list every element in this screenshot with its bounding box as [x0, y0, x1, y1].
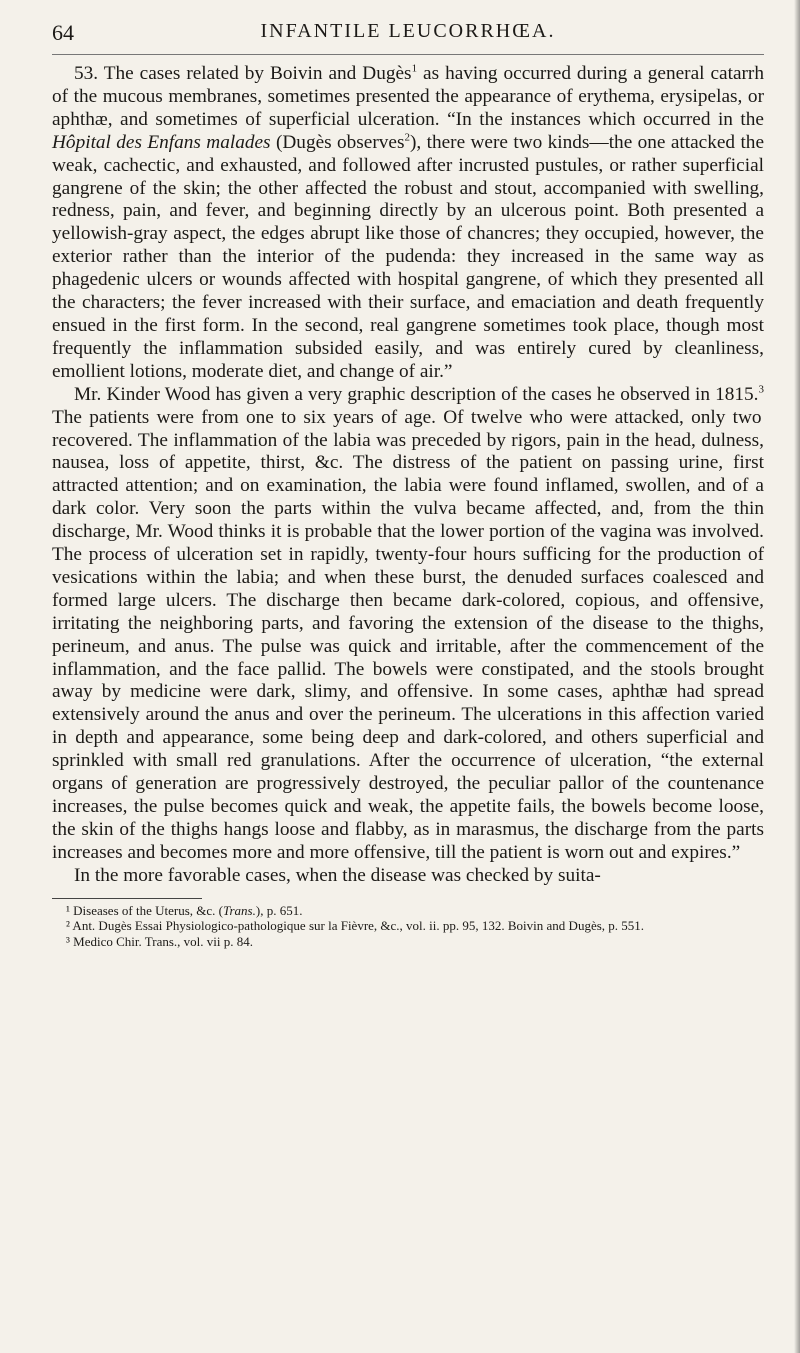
paragraph-3	[52, 865, 764, 888]
page-number: 64	[52, 20, 74, 45]
text-run: In the more favorable cases, when the disease was checked by suita-	[74, 864, 601, 886]
text-run: (Dugès observes	[270, 131, 405, 153]
page-header	[52, 18, 764, 55]
text-run: ² Ant. Dugès Essai Physiologico-pathologique sur la Fièvre, &c., vol. ii. pp. 95, 132. Boivin and Dugès, p. 551.	[66, 918, 645, 934]
italic-text: Hôpital des Enfans malades	[52, 131, 271, 153]
footnote-ref: 1	[411, 62, 418, 75]
footnote-ref: 3	[758, 383, 764, 396]
body-text	[52, 63, 764, 888]
text-run: ¹ Diseases of the Uterus, &c. (	[66, 902, 223, 918]
paragraph-1	[52, 63, 764, 384]
book-page	[52, 18, 764, 949]
footnotes	[52, 903, 764, 950]
text-run: 53. The cases related by Boivin and Dugès	[74, 63, 412, 84]
text-run: ³ Medico Chir. Trans., vol. vii p. 84.	[66, 933, 253, 949]
footnote-ref: 2	[404, 131, 410, 144]
text-run: Mr. Kinder Wood has given a very graphic description of the cases he observed in 1815.	[74, 383, 759, 405]
paragraph-2	[52, 384, 764, 865]
text-run: as having occurred during a general catarrh of the mucous membranes, sometimes presented the appearance of erythema, erysipelas, or aphthæ, and sometimes of superficial ulceration. “In the instances which occurred in the	[52, 63, 764, 130]
footnote-2	[52, 918, 764, 934]
running-head: INFANTILE LEUCORRHŒA.	[260, 20, 556, 42]
text-run: ), p. 651.	[255, 902, 303, 918]
text-run: The patients were from one to six years of age. Of twelve who were attacked, only two recovered. The inflammation of the labia was preceded by rigors, pain in the head, dulness, nausea, loss of appetite, thirst, &c. The distress of the patient on passing urine, first attracted attention; and on examination, the labia were found inflamed, swollen, and of a dark color. Very soon the parts within the vulva became affected, and, from the thin discharge, Mr. Wood thinks it is probable that the lower portion of the vagina was involved. The process of ulceration set in rapidly, twenty-four hours sufficing for the production of vesications within the labia; and when these burst, the denuded surfaces coalesced and formed large ulcers. The discharge then became dark-colored, copious, and offensive, irritating the neighboring parts, and favoring the extension of the disease to the thighs, perineum, and anus. The pulse was quick and irritable, after the commencement of the inflammation, and the face pallid. The bowels were constipated, and the stools brought away by medicine were dark, slimy, and offensive. In some cases, aphthæ had spread extensively around the anus and over the perineum. The ulcerations in this affection varied in depth and appearance, some being deep and dark-colored, and others superficial and sprinkled with small red granulations. After the occurrence of ulceration, “the external organs of generation are progressively destroyed, the peculiar pallor of the countenance increases, the pulse becomes quick and weak, the appetite fails, the bowels become loose, the skin of the thighs hangs loose and flabby, as in marasmus, the discharge from the parts increases and becomes more and more offensive, till the patient is worn out and expires.”	[52, 406, 764, 863]
footnote-3	[52, 934, 764, 950]
footnote-1	[52, 903, 764, 919]
page-edge-shadow	[794, 0, 800, 1353]
italic-text: Trans.	[222, 902, 256, 918]
footnote-rule	[52, 898, 202, 899]
text-run: ), there were two kinds—the one attacked the weak, cachectic, and exhausted, and followed after incrusted pustules, or rather superficial gangrene of the skin; the other affected the robust and stout, accompanied with swelling, redness, pain, and fever, and beginning directly by an ulcerous point. Both presented a yellowish-gray aspect, the edges abrupt like those of chancres; they occupied, however, the exterior rather than the interior of the pudenda: they increased in the same way as phagedenic ulcers or wounds affected with hospital gangrene, of which they presented all the characters; the fever increased with their surface, and emaciation and death frequently ensued in the first form. In the second, real gangrene sometimes took place, though most frequently the inflammation subsided easily, and was entirely cured by cleanliness, emollient lotions, moderate diet, and change of air.”	[52, 131, 764, 382]
